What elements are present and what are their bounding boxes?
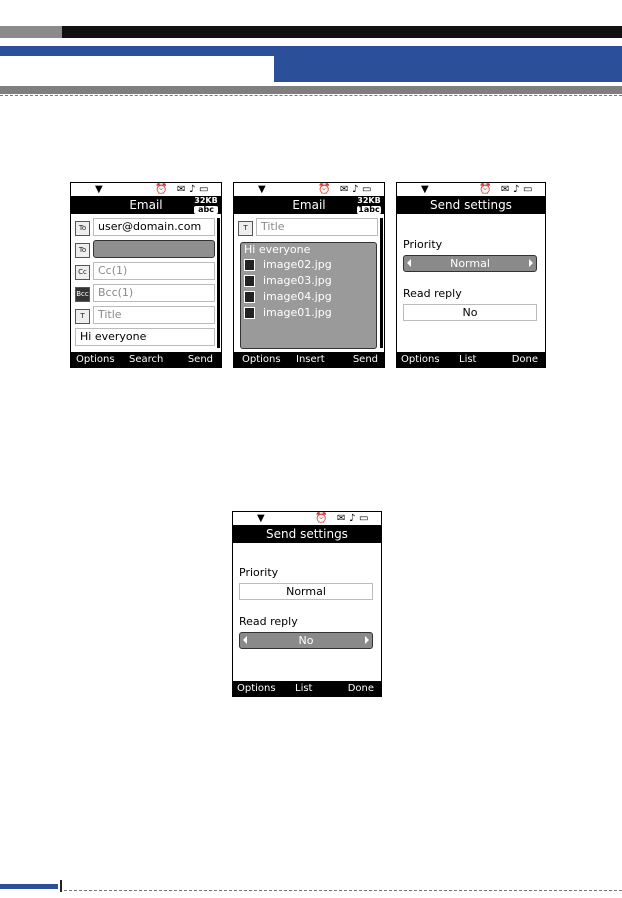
scrollbar[interactable] [217,218,220,348]
cc-field[interactable]: Cc(1) [93,262,215,280]
signal-icon: ▼ [258,184,266,195]
music-icon: ♪ [513,184,520,195]
footer-divider [64,890,622,891]
battery-icon: ▭ [359,513,369,524]
attachment-item[interactable]: image01.jpg [244,306,332,320]
image-file-icon [244,307,255,319]
send-settings-screen-read-reply [232,511,382,697]
size-indicator: 32KB 1abc [357,196,381,214]
status-bar [233,512,381,526]
battery-icon: ▭ [523,184,533,195]
body-text: Hi everyone [244,243,311,256]
options-softkey[interactable]: Options [76,354,115,365]
message-icon: ✉ [501,184,510,195]
scrollbar[interactable] [380,218,383,348]
attachment-item[interactable]: image02.jpg [244,258,332,272]
size-indicator: 32KB abc [194,196,218,214]
header-white-block [0,56,274,86]
cc-icon: Cc [75,265,90,280]
header-gray-band [0,86,622,94]
title-row[interactable] [238,218,378,236]
signal-icon: ▼ [421,184,429,195]
status-bar [234,183,384,197]
music-icon: ♪ [189,184,196,195]
send-settings-screen-priority [396,182,546,368]
screen-title: Send settings [233,526,381,543]
priority-selector[interactable]: Normal [403,255,537,272]
music-icon: ♪ [349,513,356,524]
message-icon: ✉ [177,184,186,195]
send-softkey[interactable]: Send [352,354,378,365]
image-file-icon [244,291,255,303]
options-softkey[interactable]: Options [242,354,281,365]
list-softkey[interactable]: List [459,354,477,365]
bcc-field[interactable]: Bcc(1) [93,284,215,302]
subject-icon: T [75,309,90,324]
read-reply-selector[interactable]: No [403,304,537,321]
left-arrow-icon[interactable] [407,259,411,267]
screen-title: Send settings [397,197,545,214]
priority-label: Priority [239,566,279,579]
message-icon: ✉ [337,513,346,524]
to-icon: To [75,221,90,236]
image-file-icon [244,259,255,271]
to-row[interactable] [75,218,215,236]
screen-title: Email [71,197,221,214]
header-divider [0,95,622,96]
bcc-row[interactable] [75,284,215,302]
done-softkey[interactable]: Done [347,683,374,694]
to-field[interactable]: user@domain.com [93,218,215,236]
left-arrow-icon[interactable] [243,636,247,644]
header-black-bar [0,26,622,38]
alarm-icon: ⏰ [315,513,328,524]
read-reply-label: Read reply [403,287,462,300]
recipient-row[interactable] [75,240,215,258]
done-softkey[interactable]: Done [511,354,538,365]
battery-icon: ▭ [199,184,209,195]
battery-icon: ▭ [362,184,372,195]
screen-title: Email [234,197,384,214]
status-bar [71,183,221,197]
softkey-bar [397,352,545,367]
options-softkey[interactable]: Options [237,683,276,694]
cc-row[interactable] [75,262,215,280]
recipient-field-selected[interactable] [93,240,215,258]
softkey-bar [71,352,221,367]
to-icon: To [75,243,90,258]
email-compose-screen [70,182,222,368]
body-row[interactable] [75,328,215,346]
footer-blue-mark [0,884,58,889]
title-field[interactable]: Title [256,218,378,236]
email-attachments-screen [233,182,385,368]
priority-label: Priority [403,238,443,251]
title-field[interactable]: Title [93,306,215,324]
alarm-icon: ⏰ [155,184,168,195]
subject-icon: T [238,221,253,236]
softkey-bar [234,352,384,367]
signal-icon: ▼ [95,184,103,195]
attachment-item[interactable]: image04.jpg [244,290,332,304]
message-icon: ✉ [340,184,349,195]
priority-selector[interactable]: Normal [239,583,373,600]
body-field[interactable]: Hi everyone [75,328,215,346]
music-icon: ♪ [352,184,359,195]
message-body-selected[interactable] [240,242,377,349]
title-row[interactable] [75,306,215,324]
search-softkey[interactable]: Search [129,354,164,365]
image-file-icon [244,275,255,287]
right-arrow-icon[interactable] [365,636,369,644]
send-softkey[interactable]: Send [187,354,213,365]
right-arrow-icon[interactable] [529,259,533,267]
alarm-icon: ⏰ [318,184,331,195]
list-softkey[interactable]: List [295,683,313,694]
insert-softkey[interactable]: Insert [296,354,325,365]
softkey-bar [233,681,381,696]
alarm-icon: ⏰ [479,184,492,195]
attachment-item[interactable]: image03.jpg [244,274,332,288]
signal-icon: ▼ [257,513,265,524]
read-reply-selector[interactable]: No [239,632,373,649]
footer-divider-mark [60,880,62,892]
header-gray-tab [0,26,62,38]
options-softkey[interactable]: Options [401,354,440,365]
status-bar [397,183,545,197]
bcc-icon: Bcc [75,287,90,302]
read-reply-label: Read reply [239,615,298,628]
